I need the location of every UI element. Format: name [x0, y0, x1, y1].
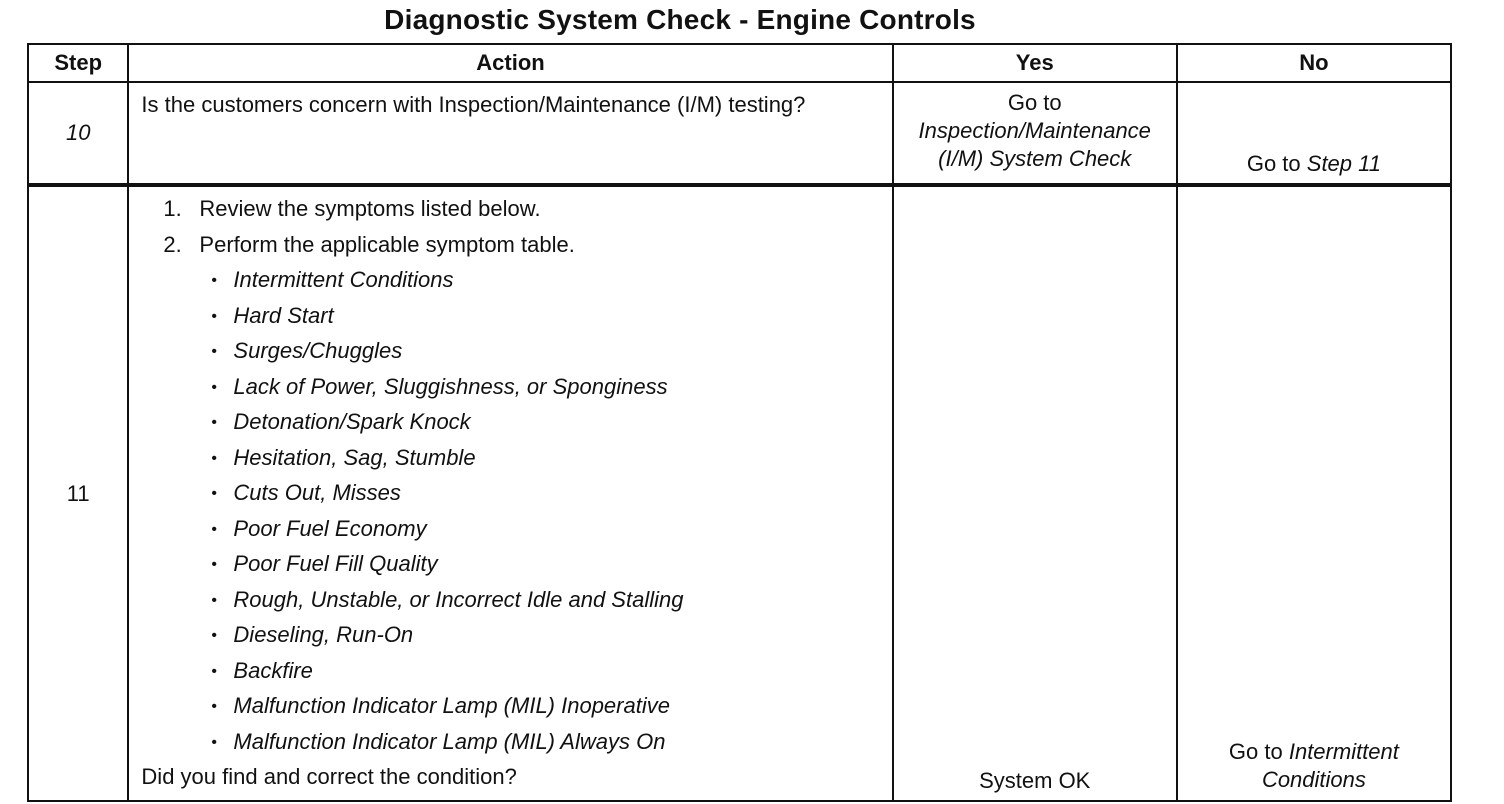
- symptom-link[interactable]: Surges/Chuggles: [233, 338, 403, 363]
- table-row-step-11: [28, 185, 1451, 801]
- bullet-icon: •: [211, 343, 218, 360]
- header-action: Action: [128, 44, 892, 82]
- symptom-link[interactable]: Dieseling, Run-On: [233, 622, 414, 647]
- no-prefix: Go to: [1228, 739, 1289, 764]
- bullet-icon: •: [211, 556, 218, 573]
- link-step-11[interactable]: Step 11: [1306, 151, 1381, 176]
- header-yes: Yes: [893, 44, 1177, 82]
- symptom-list: [141, 262, 881, 759]
- symptom-item[interactable]: [211, 617, 881, 653]
- symptom-link[interactable]: Detonation/Spark Knock: [233, 409, 471, 434]
- symptom-link[interactable]: Rough, Unstable, or Incorrect Idle and Stalling: [233, 586, 684, 612]
- symptom-item[interactable]: [211, 546, 881, 582]
- header-row: [28, 44, 1451, 82]
- action-text: Is the customers concern with Inspection/Maintenance (I/M) testing?: [128, 82, 892, 185]
- link-im-system-check[interactable]: [894, 117, 1176, 173]
- symptom-item[interactable]: [211, 475, 881, 511]
- bullet-icon: •: [211, 449, 218, 467]
- link-intermittent-conditions[interactable]: Intermittent: [1288, 739, 1399, 764]
- bullet-icon: •: [211, 591, 218, 609]
- bullet-icon: •: [211, 307, 218, 325]
- symptom-link[interactable]: Backfire: [233, 657, 313, 683]
- symptom-item[interactable]: [211, 333, 881, 369]
- symptom-link[interactable]: Intermittent Conditions: [233, 267, 454, 292]
- symptom-item[interactable]: [211, 369, 881, 405]
- header-no: No: [1177, 44, 1451, 82]
- step-text: Perform the applicable symptom table.: [199, 231, 575, 257]
- no-cell: [1177, 82, 1451, 185]
- symptom-link[interactable]: Poor Fuel Economy: [233, 515, 427, 541]
- bullet-icon: •: [211, 698, 218, 715]
- action-cell: [128, 185, 892, 801]
- no-prefix: Go to: [1246, 151, 1307, 176]
- diagnostic-table: [27, 43, 1452, 802]
- link-line-2[interactable]: (I/M) System Check: [938, 146, 1132, 171]
- symptom-link[interactable]: Poor Fuel Fill Quality: [233, 551, 438, 576]
- symptom-item[interactable]: [211, 440, 881, 476]
- step-text: Review the symptoms listed below.: [199, 196, 541, 221]
- symptom-item[interactable]: [211, 511, 881, 547]
- symptom-item[interactable]: [211, 724, 881, 760]
- list-item: [163, 191, 881, 227]
- bullet-icon: •: [211, 378, 218, 396]
- symptom-item[interactable]: [211, 688, 881, 724]
- symptom-item[interactable]: [211, 262, 881, 298]
- step-number: 10: [28, 82, 128, 185]
- symptom-link[interactable]: Cuts Out, Misses: [233, 480, 401, 505]
- bullet-icon: •: [211, 520, 218, 538]
- symptom-item[interactable]: [211, 582, 881, 618]
- table-row-step-10: [28, 82, 1451, 185]
- yes-cell: System OK: [893, 185, 1177, 801]
- yes-cell: [893, 82, 1177, 185]
- procedure-steps: [141, 191, 881, 262]
- symptom-item[interactable]: [211, 404, 881, 440]
- bullet-icon: •: [211, 662, 218, 680]
- bullet-icon: •: [211, 485, 218, 502]
- symptom-link[interactable]: Hard Start: [233, 302, 334, 328]
- symptom-item[interactable]: [211, 298, 881, 334]
- step-number: 11: [28, 185, 128, 801]
- symptom-link[interactable]: Malfunction Indicator Lamp (MIL) Always On: [233, 728, 666, 754]
- bullet-icon: •: [211, 414, 218, 431]
- symptom-link[interactable]: Hesitation, Sag, Stumble: [233, 444, 476, 470]
- link-intermittent-conditions-line-2[interactable]: Conditions: [1261, 767, 1366, 792]
- yes-prefix: Go to: [1007, 90, 1062, 115]
- symptom-link[interactable]: Lack of Power, Sluggishness, or Sponginess: [233, 373, 668, 399]
- bullet-icon: •: [211, 733, 218, 751]
- header-step: Step: [28, 44, 128, 82]
- bullet-icon: •: [211, 627, 218, 644]
- symptom-item[interactable]: [211, 653, 881, 689]
- list-item: [163, 227, 881, 263]
- link-line-1[interactable]: Inspection/Maintenance: [918, 118, 1151, 143]
- step-index: 2.: [163, 231, 182, 257]
- bullet-icon: •: [211, 272, 218, 289]
- symptom-link[interactable]: Malfunction Indicator Lamp (MIL) Inoperative: [233, 693, 670, 718]
- question-text: Did you find and correct the condition?: [141, 764, 517, 789]
- no-cell: [1177, 185, 1451, 801]
- step-index: 1.: [163, 196, 182, 221]
- page-title: Diagnostic System Check - Engine Controls: [384, 4, 976, 35]
